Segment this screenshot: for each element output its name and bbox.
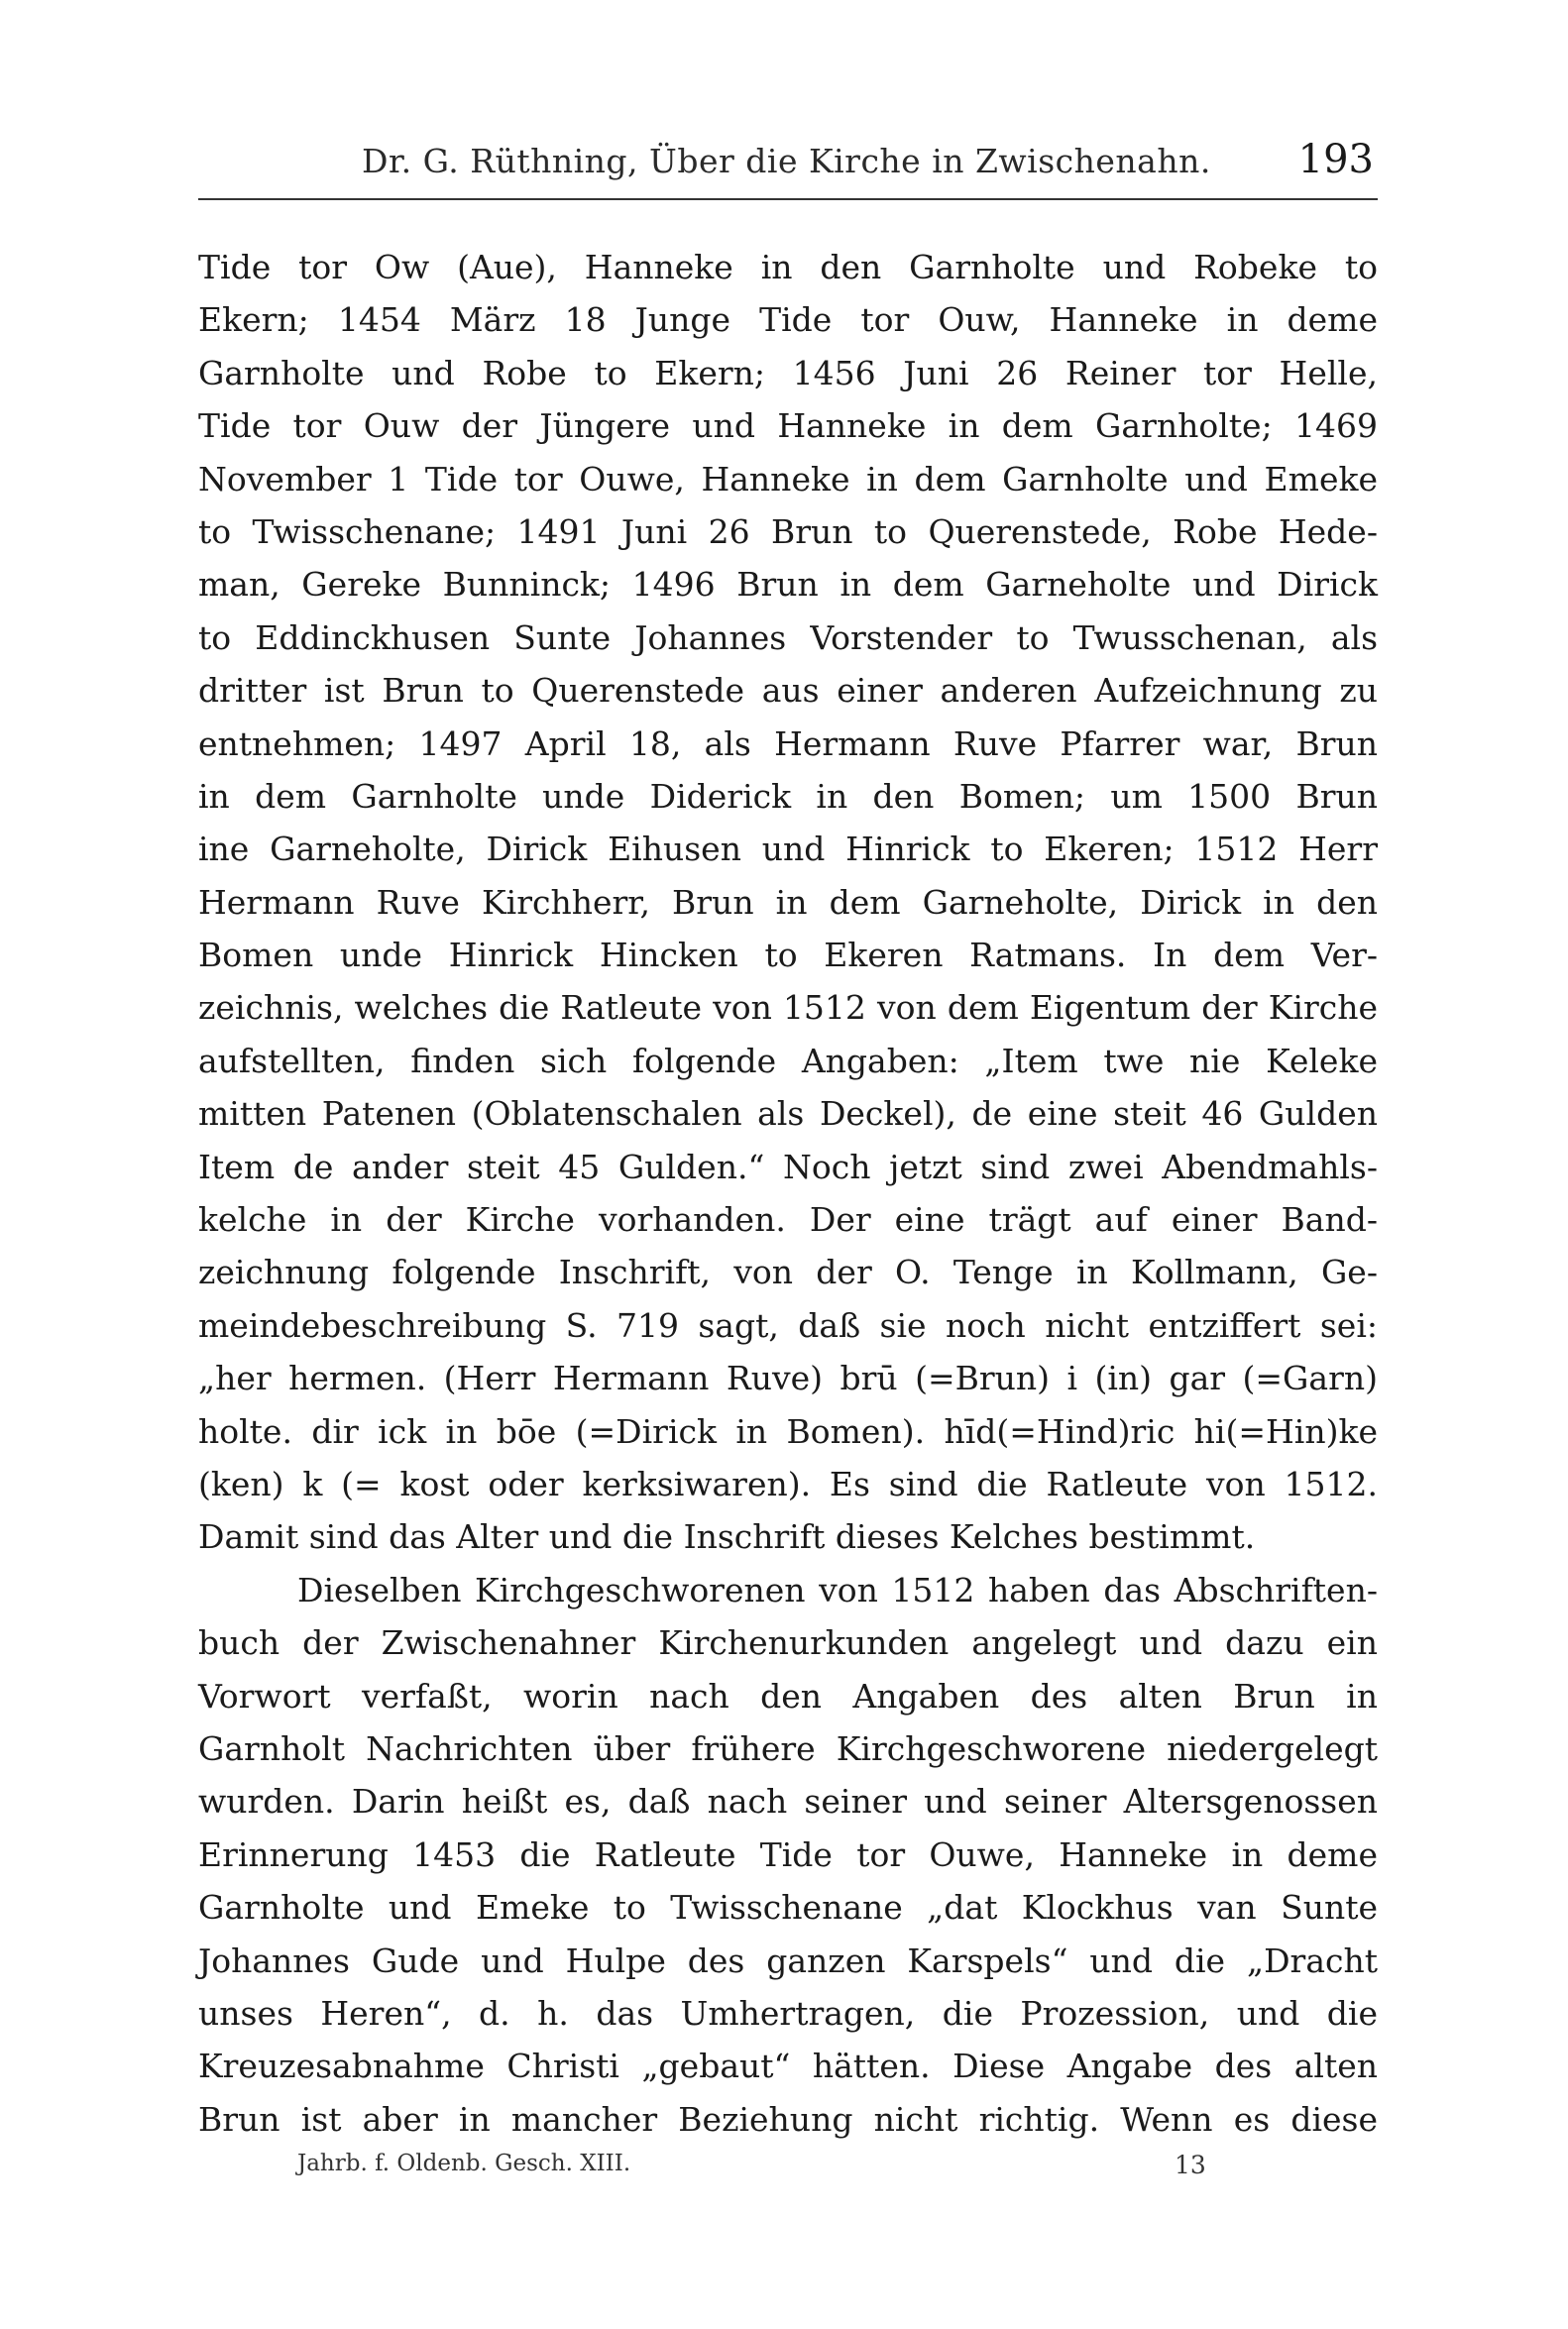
text-line: ine Garneholte, Dirick Eihusen und Hinrick to Ekeren; 1512 Herr xyxy=(198,830,1378,869)
text-line: holte. dir ick in bōe (=Dirick in Bomen). hīd(=Hind)ric hi(=Hin)ke xyxy=(198,1411,1378,1451)
text-line: Hermann Ruve Kirchherr, Brun in dem Garneholte, Dirick in den xyxy=(198,882,1378,922)
text-line: kelche in der Kirche vorhanden. Der eine trägt auf einer Band- xyxy=(198,1200,1378,1240)
text-line: „her hermen. (Herr Hermann Ruve) brū (=Brun) i (in) gar (=Garn) xyxy=(198,1359,1378,1398)
text-line: Garnholte und Emeke to Twisschenane „dat Klockhus van Sunte xyxy=(198,1888,1378,1928)
text-line: zeichnis, welches die Ratleute von 1512 von dem Eigentum der Kirche xyxy=(198,988,1378,1028)
text-line: to Eddinckhusen Sunte Johannes Vorstender to Twusschenan, als xyxy=(198,617,1378,657)
text-line: Tide tor Ow (Aue), Hanneke in den Garnholte und Robeke to xyxy=(198,248,1378,286)
text-line: (ken) k (= kost oder kerksiwaren). Es sind die Ratleute von 1512. xyxy=(198,1464,1378,1503)
text-line: Damit sind das Alter und die Inschrift dieses Kelches bestimmt. xyxy=(198,1517,1256,1557)
text-line: aufstellten, finden sich folgende Angaben: „Item twe nie Keleke xyxy=(198,1041,1378,1080)
text-line: unses Heren“, d. h. das Umhertragen, die Prozession, und die xyxy=(198,1993,1378,2033)
text-line: Tide tor Ouw der Jüngere und Hanneke in dem Garnholte; 1469 xyxy=(198,406,1378,446)
running-title: Dr. G. Rüthning, Über die Kirche in Zwischenahn. xyxy=(362,142,1211,180)
text-line: Item de ander steit 45 Gulden.“ Noch jetzt sind zwei Abendmahls- xyxy=(198,1147,1378,1186)
text-line: Vorwort verfaßt, worin nach den Angaben des alten Brun in xyxy=(198,1676,1378,1716)
text-line: November 1 Tide tor Ouwe, Hanneke in dem Garnholte und Emeke xyxy=(198,459,1378,499)
journal-signature: Jahrb. f. Oldenb. Gesch. XIII. xyxy=(297,2151,631,2176)
text-line: buch der Zwischenahner Kirchenurkunden angelegt und dazu ein xyxy=(198,1623,1378,1663)
page-footer xyxy=(198,2151,1378,2190)
text-line: wurden. Darin heißt es, daß nach seiner und seiner Altersgenossen xyxy=(198,1782,1378,1822)
text-line: Kreuzesabnahme Christi „gebaut“ hätten. Diese Angabe des alten xyxy=(198,2047,1378,2086)
text-line: Brun ist aber in mancher Beziehung nicht richtig. Wenn es diese xyxy=(198,2099,1378,2139)
header-rule xyxy=(198,198,1378,200)
text-line: Garnholt Nachrichten über frühere Kirchgeschworene niedergelegt xyxy=(198,1728,1378,1768)
text-line: meindebeschreibung S. 719 sagt, daß sie noch nicht entziffert sei: xyxy=(198,1305,1378,1345)
text-line: to Twisschenane; 1491 Juni 26 Brun to Querenstede, Robe Hede- xyxy=(198,511,1378,551)
sheet-signature: 13 xyxy=(1175,2151,1206,2179)
text-line: Bomen unde Hinrick Hincken to Ekeren Ratmans. In dem Ver- xyxy=(198,936,1378,975)
page-number: 193 xyxy=(1297,137,1374,182)
text-line: mitten Patenen (Oblatenschalen als Deckel), de eine steit 46 Gulden xyxy=(198,1094,1378,1134)
body-text xyxy=(198,241,1378,2146)
text-line: zeichnung folgende Inschrift, von der O. Tenge in Kollmann, Ge- xyxy=(198,1253,1378,1292)
text-line: Erinnerung 1453 die Ratleute Tide tor Ouwe, Hanneke in deme xyxy=(198,1834,1378,1874)
text-line: man, Gereke Bunninck; 1496 Brun in dem Garneholte und Dirick xyxy=(198,565,1378,605)
text-line: Ekern; 1454 März 18 Junge Tide tor Ouw, Hanneke in deme xyxy=(198,300,1378,340)
text-line: Johannes Gude und Hulpe des ganzen Karspels“ und die „Dracht xyxy=(198,1941,1378,1980)
text-line: Dieselben Kirchgeschworenen von 1512 haben das Abschriften- xyxy=(297,1570,1378,1609)
text-line: entnehmen; 1497 April 18, als Hermann Ruve Pfarrer war, Brun xyxy=(198,723,1378,763)
text-line: dritter ist Brun to Querenstede aus einer anderen Aufzeichnung zu xyxy=(198,671,1378,711)
text-line: in dem Garnholte unde Diderick in den Bomen; um 1500 Brun xyxy=(198,776,1378,816)
text-line: Garnholte und Robe to Ekern; 1456 Juni 26 Reiner tor Helle, xyxy=(198,353,1378,392)
